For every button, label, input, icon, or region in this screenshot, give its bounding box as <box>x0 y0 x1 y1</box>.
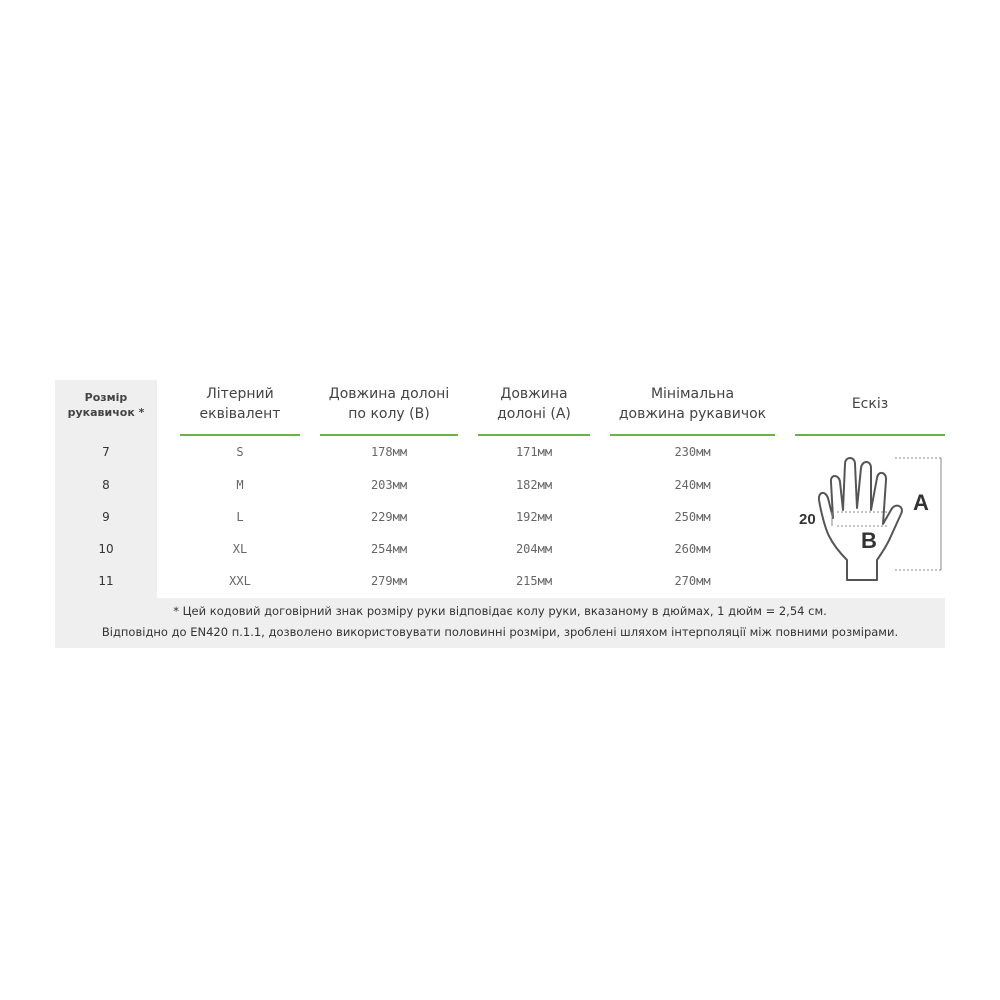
footnote-en420: Відповідно до EN420 п.1.1, дозволено використовувати половинні розміри, зроблені шляхом інтерполяції між повними розмірами. <box>101 625 899 639</box>
cell-min-length: 250мм <box>674 510 711 524</box>
footnote-inches: * Цей кодовий договірний знак розміру руки відповідає колу руки, вказаному в дюймах, 1 дюйм = 2,54 см. <box>173 604 827 618</box>
header-letter-line2: еквівалент <box>199 406 281 422</box>
cell-circumference: 254мм <box>370 542 408 556</box>
header-palm-length-line2: долоні (A) <box>497 406 571 422</box>
hand-sketch <box>795 452 945 592</box>
cell-size: 11 <box>98 574 114 588</box>
cell-letter: XXL <box>229 574 251 588</box>
header-circumference-line2: по колу (B) <box>348 406 430 422</box>
cell-palm-length: 171мм <box>515 445 553 459</box>
header-glove-size-line2: рукавичок * <box>67 406 145 419</box>
cell-circumference: 229мм <box>370 510 408 524</box>
cell-min-length: 270мм <box>674 574 711 588</box>
cell-size: 10 <box>98 542 114 556</box>
hand-outline-icon <box>795 452 945 592</box>
header-sketch <box>795 380 945 436</box>
header-glove-size <box>55 380 157 436</box>
glove-size-table <box>55 380 945 648</box>
cell-letter: XL <box>232 542 248 556</box>
cell-letter: S <box>236 445 244 459</box>
cell-circumference: 203мм <box>370 478 408 492</box>
cell-palm-length: 192мм <box>515 510 553 524</box>
cell-circumference: 178мм <box>370 445 408 459</box>
cell-palm-length: 215мм <box>515 574 553 588</box>
cell-circumference: 279мм <box>370 574 408 588</box>
label-a: A <box>913 490 929 515</box>
header-glove-size-line1: Розмір <box>84 391 128 404</box>
header-min-length-line2: довжина рукавичок <box>618 406 767 422</box>
cell-letter: M <box>236 478 244 492</box>
cell-letter: L <box>236 510 244 524</box>
cell-min-length: 240мм <box>674 478 711 492</box>
cell-size: 7 <box>102 445 110 459</box>
cell-min-length: 230мм <box>674 445 711 459</box>
cell-palm-length: 204мм <box>515 542 553 556</box>
cell-palm-length: 182мм <box>515 478 553 492</box>
cell-size: 8 <box>102 478 110 492</box>
header-sketch-label: Ескіз <box>851 396 889 412</box>
header-palm-length <box>478 380 590 436</box>
header-circumference-line1: Довжина долоні <box>328 386 450 402</box>
header-palm-circumference <box>320 380 458 436</box>
header-letter-equivalent <box>180 380 300 436</box>
label-20: 20 <box>799 511 816 528</box>
label-b: B <box>861 528 877 553</box>
header-palm-length-line1: Довжина <box>500 386 568 402</box>
hand-shape <box>819 458 902 580</box>
header-letter-line1: Літерний <box>206 386 274 402</box>
header-min-glove-length <box>610 380 775 436</box>
cell-min-length: 260мм <box>674 542 711 556</box>
cell-size: 9 <box>102 510 110 524</box>
header-min-length-line1: Мінімальна <box>650 386 735 402</box>
